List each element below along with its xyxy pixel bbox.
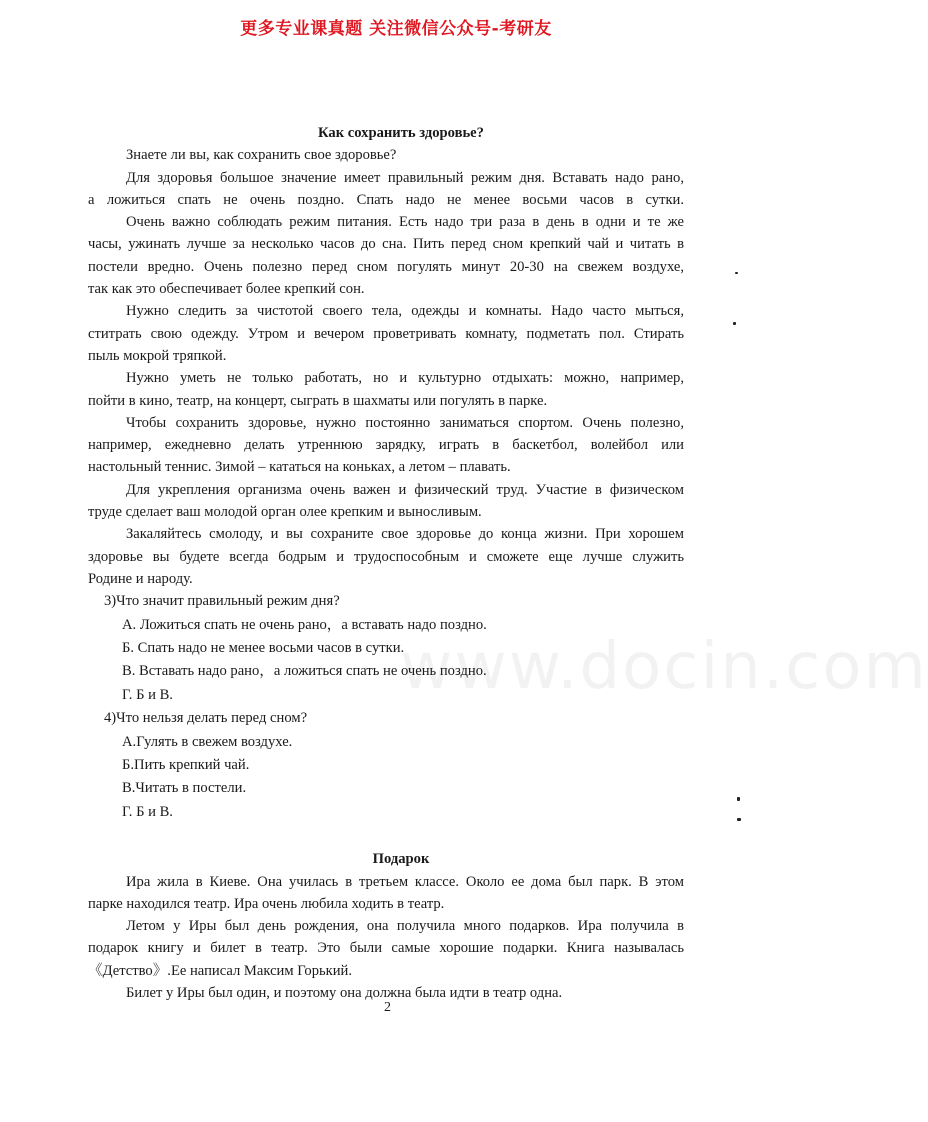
text-line: Ира жила в Киеве. Она училась в третьем классе. Около ее дома был парк. В этом <box>126 873 684 890</box>
text-line: Нужно следить за чистотой своего тела, одежды и комнаты. Надо часто мыться, <box>126 303 684 320</box>
section-title: Подарок <box>372 851 430 868</box>
page-number: 2 <box>384 1000 391 1015</box>
text-line: Закаляйтесь смолоду, и вы сохраните свое здоровье до конца жизни. При хорошем <box>126 526 684 543</box>
question: 3)Что значит правильный режим дня? <box>104 593 340 610</box>
text-line: Летом у Иры был день рождения, она получила много подарков. Ира получила в <box>126 918 684 935</box>
text-line: здоровье вы будете всегда бодрым и трудоспособным и сможете еще лучше служить <box>88 548 684 565</box>
answer-option: А. Ложиться спать не очень рано，а вставать надо поздно. <box>122 616 487 633</box>
text-line: Родине и народу. <box>88 570 193 587</box>
text-line: Очень важно соблюдать режим питания. Есть надо три раза в день в одни и те же <box>126 214 684 231</box>
text-line: постели вредно. Очень полезно перед сном погулять минут 20-30 на свежем воздухе, <box>88 258 684 275</box>
promo-banner: 更多专业课真题 关注微信公众号-考研友 <box>240 19 552 39</box>
section-title: Как сохранить здоровье? <box>318 125 484 141</box>
text-line: Для укрепления организма очень важен и физический труд. Участие в физическом <box>126 481 684 498</box>
text-line: а ложиться спать не очень поздно. Спать надо не менее восьми часов в сутки. <box>88 191 684 208</box>
text-line: 《Детство》.Ее написал Максим Горький. <box>88 962 353 979</box>
watermark: www.docin.com <box>400 630 928 704</box>
scan-speck <box>737 797 740 801</box>
text-line: пойти в кино, театр, на концерт, сыграть в шахматы или погулять в парке. <box>88 392 548 409</box>
text-line: пыль мокрой тряпкой. <box>88 347 227 364</box>
text-line: Знаете ли вы, как сохранить свое здоровье? <box>126 147 397 164</box>
text-line: например, ежедневно делать утреннюю зарядку, играть в баскетбол, волейбол или <box>88 437 684 454</box>
text-line: подарок книгу и билет в театр. Это были самые хорошие подарки. Книга называлась <box>88 940 684 957</box>
questions <box>88 590 684 824</box>
answer-option: Г. Б и В. <box>122 686 173 703</box>
answer-option: Г. Б и В. <box>122 803 173 820</box>
answer-option: В. Вставать надо рано，а ложиться спать не очень поздно. <box>122 663 487 680</box>
text-line: Для здоровья большое значение имеет правильный режим дня. Вставать надо рано, <box>126 169 684 186</box>
scan-speck <box>735 272 738 274</box>
section-body <box>88 144 684 590</box>
answer-option: Б. Спать надо не менее восьми часов в сутки. <box>122 640 405 657</box>
text-line: настольный теннис. Зимой – кататься на коньках, а летом – плавать. <box>88 459 511 476</box>
answer-option: Б.Пить крепкий чай. <box>122 757 250 774</box>
text-line: Билет у Иры был один, и поэтому она должна была идти в театр одна. <box>126 985 563 1002</box>
question: 4)Что нельзя делать перед сном? <box>104 710 308 727</box>
text-line: Чтобы сохранить здоровье, нужно постоянно заниматься спортом. Очень полезно, <box>126 414 684 431</box>
text-line: так как это обеспечивает более крепкий сон. <box>88 281 365 298</box>
section-body <box>88 871 684 1005</box>
text-line: Нужно уметь не только работать, но и культурно отдыхать: можно, например, <box>126 370 684 387</box>
document-page <box>88 122 684 1004</box>
text-line: труде сделает ваш молодой орган олее крепким и выносливым. <box>88 504 482 521</box>
answer-option: В.Читать в постели. <box>122 780 247 797</box>
scan-speck <box>737 818 741 821</box>
scan-speck <box>733 322 736 325</box>
text-line: ститрать свою одежду. Утром и вечером проветривать комнату, подметать пол. Стирать <box>88 325 684 342</box>
text-line: парке находился театр. Ира очень любила ходить в театр. <box>88 895 445 912</box>
answer-option: А.Гулять в свежем воздухе. <box>122 733 293 750</box>
text-line: часы, ужинать лучше за несколько часов до сна. Пить перед сном крепкий чай и читать в <box>88 236 684 253</box>
